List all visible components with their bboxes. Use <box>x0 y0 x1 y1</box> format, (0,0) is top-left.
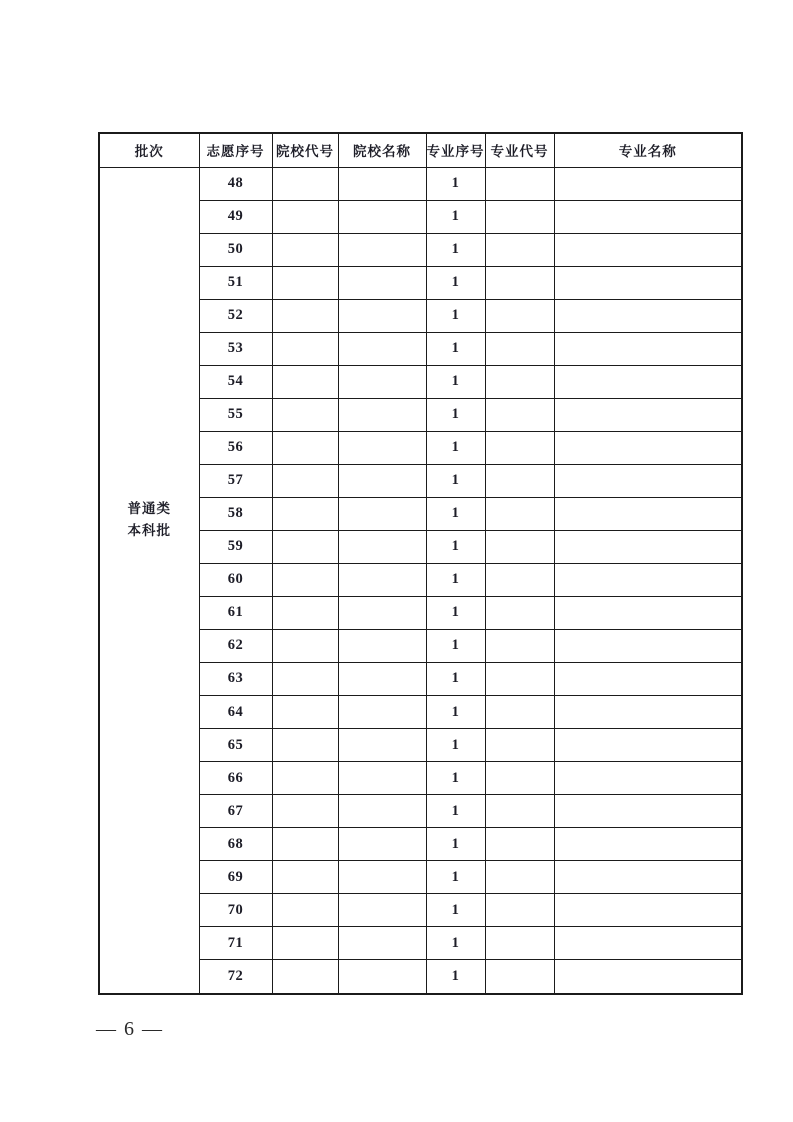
cell-major-code <box>485 629 554 662</box>
cell-preference-no: 62 <box>199 629 272 662</box>
header-major-seq: 专业序号 <box>426 133 485 167</box>
preference-table <box>98 132 743 995</box>
cell-college-name <box>338 299 426 332</box>
cell-major-code <box>485 464 554 497</box>
cell-major-seq: 1 <box>426 398 485 431</box>
cell-college-name <box>338 729 426 762</box>
cell-college-code <box>272 167 338 200</box>
cell-major-name <box>554 762 742 795</box>
cell-major-name <box>554 530 742 563</box>
cell-major-seq: 1 <box>426 563 485 596</box>
footer-dash-left: — <box>96 1018 116 1040</box>
header-preference-no: 志愿序号 <box>199 133 272 167</box>
cell-major-code <box>485 332 554 365</box>
cell-major-seq: 1 <box>426 729 485 762</box>
cell-major-name <box>554 662 742 695</box>
cell-major-name <box>554 365 742 398</box>
cell-major-name <box>554 266 742 299</box>
cell-major-seq: 1 <box>426 497 485 530</box>
cell-preference-no: 67 <box>199 795 272 828</box>
cell-major-name <box>554 431 742 464</box>
cell-college-code <box>272 530 338 563</box>
cell-preference-no: 65 <box>199 729 272 762</box>
cell-major-name <box>554 332 742 365</box>
cell-college-code <box>272 332 338 365</box>
cell-college-code <box>272 762 338 795</box>
cell-college-name <box>338 596 426 629</box>
cell-college-code <box>272 662 338 695</box>
cell-preference-no: 52 <box>199 299 272 332</box>
cell-college-name <box>338 861 426 894</box>
cell-major-name <box>554 828 742 861</box>
cell-major-seq: 1 <box>426 365 485 398</box>
cell-college-name <box>338 332 426 365</box>
header-college-code: 院校代号 <box>272 133 338 167</box>
cell-preference-no: 68 <box>199 828 272 861</box>
cell-college-name <box>338 398 426 431</box>
cell-college-code <box>272 729 338 762</box>
cell-major-code <box>485 596 554 629</box>
cell-college-name <box>338 431 426 464</box>
cell-major-code <box>485 894 554 927</box>
cell-major-seq: 1 <box>426 696 485 729</box>
cell-college-code <box>272 861 338 894</box>
cell-college-name <box>338 762 426 795</box>
cell-preference-no: 60 <box>199 563 272 596</box>
header-batch: 批次 <box>99 133 199 167</box>
cell-college-name <box>338 927 426 960</box>
cell-major-seq: 1 <box>426 662 485 695</box>
cell-major-name <box>554 729 742 762</box>
cell-college-name <box>338 200 426 233</box>
cell-college-name <box>338 365 426 398</box>
cell-major-name <box>554 629 742 662</box>
cell-major-code <box>485 960 554 994</box>
cell-major-name <box>554 563 742 596</box>
cell-major-code <box>485 927 554 960</box>
cell-major-code <box>485 200 554 233</box>
cell-major-code <box>485 828 554 861</box>
cell-major-code <box>485 795 554 828</box>
cell-major-seq: 1 <box>426 861 485 894</box>
cell-college-name <box>338 960 426 994</box>
cell-college-name <box>338 563 426 596</box>
cell-major-seq: 1 <box>426 530 485 563</box>
cell-college-code <box>272 596 338 629</box>
cell-major-code <box>485 696 554 729</box>
cell-college-code <box>272 365 338 398</box>
cell-preference-no: 55 <box>199 398 272 431</box>
cell-major-seq: 1 <box>426 299 485 332</box>
cell-major-code <box>485 729 554 762</box>
cell-major-seq: 1 <box>426 960 485 994</box>
cell-major-name <box>554 795 742 828</box>
cell-college-name <box>338 530 426 563</box>
cell-major-name <box>554 927 742 960</box>
cell-college-name <box>338 266 426 299</box>
cell-major-seq: 1 <box>426 332 485 365</box>
cell-college-code <box>272 927 338 960</box>
table-header-row <box>99 133 742 167</box>
cell-major-seq: 1 <box>426 596 485 629</box>
cell-major-code <box>485 497 554 530</box>
cell-preference-no: 70 <box>199 894 272 927</box>
cell-college-name <box>338 464 426 497</box>
cell-major-name <box>554 497 742 530</box>
cell-preference-no: 53 <box>199 332 272 365</box>
footer-dash-right: — <box>142 1018 162 1040</box>
cell-major-seq: 1 <box>426 828 485 861</box>
cell-preference-no: 51 <box>199 266 272 299</box>
batch-label-line2: 本科批 <box>127 522 171 538</box>
cell-major-seq: 1 <box>426 266 485 299</box>
table-body <box>99 167 742 994</box>
cell-college-code <box>272 696 338 729</box>
cell-major-name <box>554 894 742 927</box>
cell-major-code <box>485 233 554 266</box>
cell-major-seq: 1 <box>426 167 485 200</box>
cell-major-seq: 1 <box>426 795 485 828</box>
cell-preference-no: 64 <box>199 696 272 729</box>
page-number: 6 <box>124 1018 134 1040</box>
cell-preference-no: 63 <box>199 662 272 695</box>
cell-college-name <box>338 233 426 266</box>
cell-preference-no: 56 <box>199 431 272 464</box>
cell-major-seq: 1 <box>426 762 485 795</box>
cell-major-name <box>554 464 742 497</box>
cell-preference-no: 54 <box>199 365 272 398</box>
cell-major-code <box>485 365 554 398</box>
table-row <box>99 167 742 200</box>
cell-major-code <box>485 530 554 563</box>
cell-major-code <box>485 662 554 695</box>
cell-college-code <box>272 497 338 530</box>
cell-college-code <box>272 894 338 927</box>
cell-major-seq: 1 <box>426 233 485 266</box>
cell-major-name <box>554 299 742 332</box>
cell-major-name <box>554 398 742 431</box>
cell-college-code <box>272 299 338 332</box>
cell-college-code <box>272 629 338 662</box>
cell-major-name <box>554 861 742 894</box>
cell-major-name <box>554 233 742 266</box>
cell-college-name <box>338 167 426 200</box>
batch-cell <box>99 167 199 994</box>
cell-college-code <box>272 200 338 233</box>
cell-preference-no: 58 <box>199 497 272 530</box>
cell-college-name <box>338 629 426 662</box>
batch-label-line1: 普通类 <box>127 500 171 516</box>
cell-major-name <box>554 200 742 233</box>
cell-college-code <box>272 795 338 828</box>
cell-college-name <box>338 828 426 861</box>
cell-major-code <box>485 762 554 795</box>
cell-major-name <box>554 596 742 629</box>
cell-major-seq: 1 <box>426 431 485 464</box>
cell-preference-no: 66 <box>199 762 272 795</box>
cell-preference-no: 50 <box>199 233 272 266</box>
cell-college-code <box>272 464 338 497</box>
header-major-code: 专业代号 <box>485 133 554 167</box>
header-major-name: 专业名称 <box>554 133 742 167</box>
cell-college-code <box>272 431 338 464</box>
cell-preference-no: 71 <box>199 927 272 960</box>
cell-college-code <box>272 398 338 431</box>
cell-major-seq: 1 <box>426 629 485 662</box>
cell-college-name <box>338 662 426 695</box>
cell-major-code <box>485 431 554 464</box>
cell-major-code <box>485 299 554 332</box>
cell-college-name <box>338 497 426 530</box>
cell-college-code <box>272 266 338 299</box>
cell-college-name <box>338 894 426 927</box>
cell-preference-no: 49 <box>199 200 272 233</box>
page-footer <box>96 1018 162 1041</box>
cell-college-code <box>272 233 338 266</box>
cell-college-name <box>338 795 426 828</box>
header-college-name: 院校名称 <box>338 133 426 167</box>
cell-major-code <box>485 167 554 200</box>
cell-major-seq: 1 <box>426 927 485 960</box>
cell-preference-no: 59 <box>199 530 272 563</box>
cell-major-name <box>554 960 742 994</box>
cell-college-name <box>338 696 426 729</box>
cell-major-name <box>554 167 742 200</box>
cell-major-seq: 1 <box>426 894 485 927</box>
cell-major-code <box>485 398 554 431</box>
cell-major-seq: 1 <box>426 200 485 233</box>
cell-preference-no: 61 <box>199 596 272 629</box>
cell-major-code <box>485 266 554 299</box>
cell-major-seq: 1 <box>426 464 485 497</box>
cell-preference-no: 72 <box>199 960 272 994</box>
cell-preference-no: 48 <box>199 167 272 200</box>
cell-college-code <box>272 960 338 994</box>
cell-major-name <box>554 696 742 729</box>
cell-college-code <box>272 828 338 861</box>
cell-major-code <box>485 563 554 596</box>
cell-major-code <box>485 861 554 894</box>
cell-preference-no: 57 <box>199 464 272 497</box>
cell-college-code <box>272 563 338 596</box>
cell-preference-no: 69 <box>199 861 272 894</box>
